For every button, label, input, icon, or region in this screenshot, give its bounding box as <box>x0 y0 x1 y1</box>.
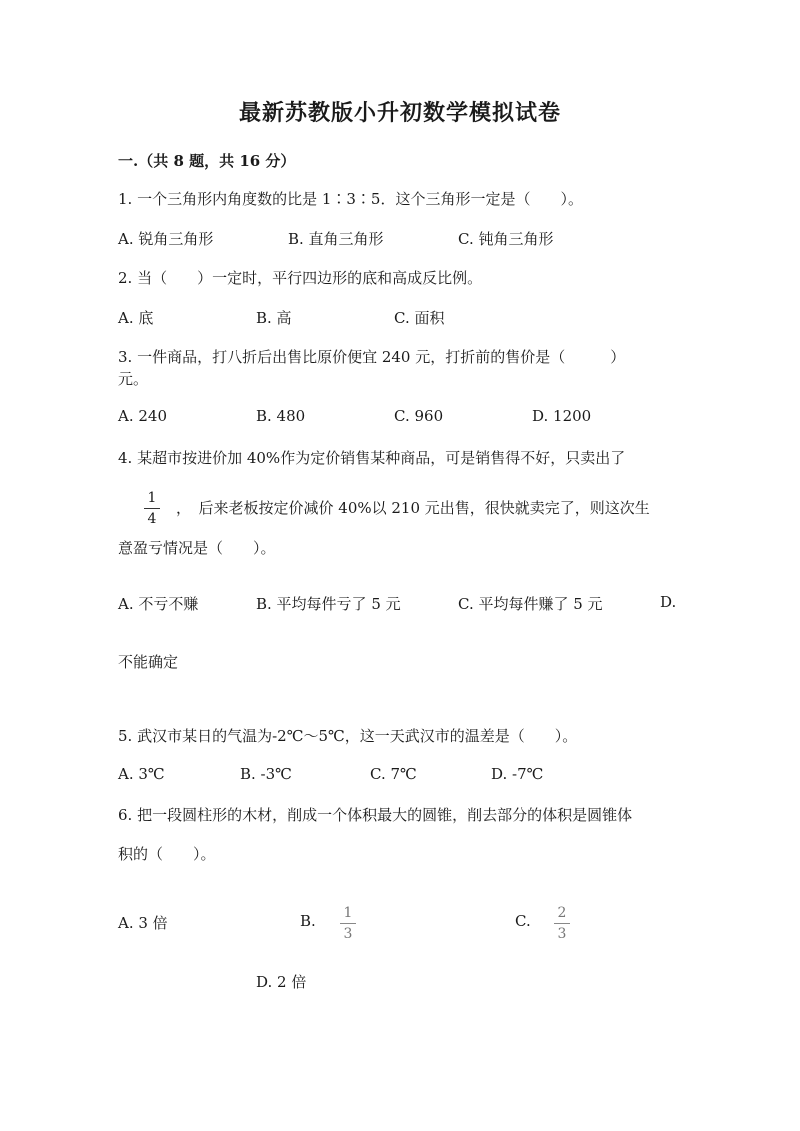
q6-option-c: C. <box>515 912 531 930</box>
fraction-bar <box>554 923 570 924</box>
question-5: 5. 武汉市某日的气温为-2℃～5℃，这一天武汉市的温差是（ ）。 <box>118 727 578 745</box>
fraction-bar <box>340 923 356 924</box>
q4-option-d-text: 不能确定 <box>118 653 179 671</box>
q5-option-d: D. -7℃ <box>491 765 544 783</box>
section-header: 一.（共 8 题，共 16 分） <box>118 152 296 170</box>
q6-c-numerator: 2 <box>557 905 567 921</box>
q3-option-d: D. 1200 <box>532 407 592 425</box>
q4-fraction-denominator: 4 <box>147 511 157 527</box>
q6-option-d: D. 2 倍 <box>256 973 307 991</box>
q6-option-c-fraction <box>554 905 570 942</box>
q1-option-b: B. 直角三角形 <box>288 230 384 248</box>
q3-option-b: B. 480 <box>256 407 306 425</box>
q6-option-b: B. <box>300 912 316 930</box>
question-4-line-1: 4. 某超市按进价加 40%作为定价销售某种商品，可是销售得不好，只卖出了 <box>118 449 626 467</box>
q2-option-a: A. 底 <box>118 309 154 327</box>
question-4-line-2: ， 后来老板按定价减价 40%以 210 元出售，很快就卖完了，则这次生 <box>176 499 650 517</box>
q2-option-b: B. 高 <box>256 309 292 327</box>
question-3-line-2: 元。 <box>118 370 149 388</box>
q2-option-c: C. 面积 <box>394 309 445 327</box>
q6-option-a: A. 3 倍 <box>118 914 168 932</box>
q6-c-denominator: 3 <box>557 926 567 942</box>
q4-option-c: C. 平均每件赚了 5 元 <box>458 595 603 613</box>
q5-option-a: A. 3℃ <box>118 765 165 783</box>
fraction-bar <box>144 508 160 509</box>
q6-b-denominator: 3 <box>343 926 353 942</box>
q5-option-b: B. -3℃ <box>240 765 292 783</box>
q1-option-a: A. 锐角三角形 <box>118 230 214 248</box>
question-4-line-3: 意盈亏情况是（ ）。 <box>118 539 276 557</box>
q3-option-a: A. 240 <box>118 407 167 425</box>
q3-option-c: C. 960 <box>394 407 444 425</box>
q4-option-b: B. 平均每件亏了 5 元 <box>256 595 401 613</box>
q4-option-a: A. 不亏不赚 <box>118 595 199 613</box>
q4-fraction-numerator: 1 <box>147 490 157 506</box>
question-1: 1. 一个三角形内角度数的比是 1∶3∶5．这个三角形一定是（ ）。 <box>118 190 583 208</box>
q6-b-numerator: 1 <box>343 905 353 921</box>
q6-option-b-fraction <box>340 905 356 942</box>
q4-option-d: D. <box>660 593 677 611</box>
question-6-line-2: 积的（ ）。 <box>118 845 216 863</box>
question-6-line-1: 6. 把一段圆柱形的木材，削成一个体积最大的圆锥，削去部分的体积是圆锥体 <box>118 806 633 824</box>
q5-option-c: C. 7℃ <box>370 765 417 783</box>
page-title: 最新苏教版小升初数学模拟试卷 <box>238 100 561 126</box>
question-3-line-1: 3. 一件商品，打八折后出售比原价便宜 240 元，打折前的售价是（ ） <box>118 348 626 366</box>
q4-fraction <box>144 490 160 527</box>
question-2: 2. 当（ ）一定时，平行四边形的底和高成反比例。 <box>118 269 483 287</box>
q1-option-c: C. 钝角三角形 <box>458 230 554 248</box>
